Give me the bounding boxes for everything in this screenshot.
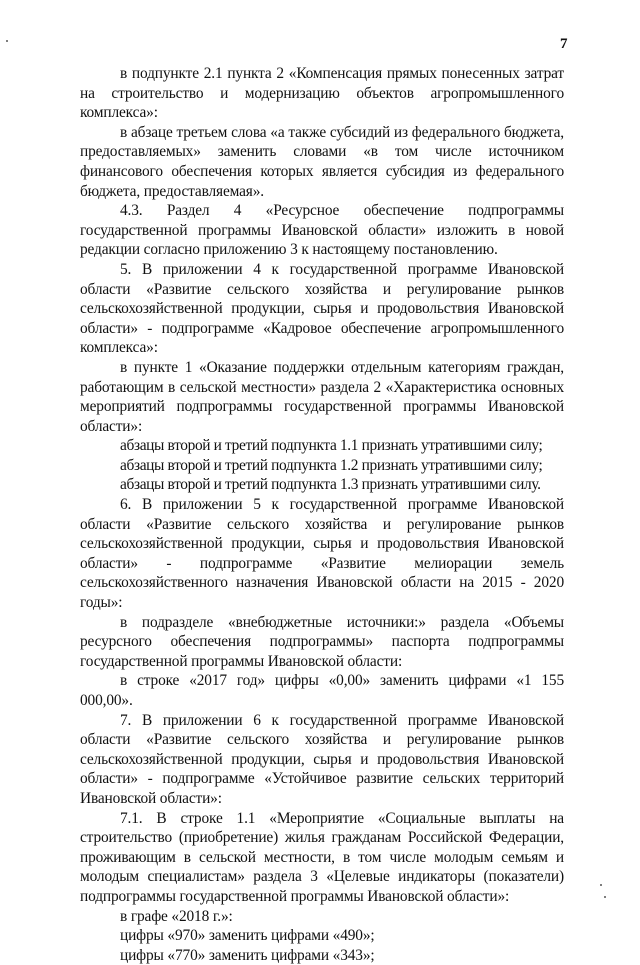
paragraph-repeal-1-1: абзацы второй и третий подпункта 1.1 признать утратившими силу; [120,437,543,455]
scan-speck [604,896,606,898]
scan-speck [600,884,602,886]
paragraph-repeal-1-3: абзацы второй и третий подпункта 1.3 признать утратившими силу. [120,476,541,494]
paragraph-replace-770: цифры «770» заменить цифрами «343»; [120,946,375,964]
paragraph-replace-970: цифры «970» заменить цифрами «490»; [120,927,375,945]
paragraph-point-1: в пункте 1 «Оказание поддержки отдельным категориям граждан, работающим в сельской местности» раздела 2 «Характеристика основных мероприятий подпрограммы государственной программы Ивановской области»: [80,358,564,435]
paragraph-7: 7. В приложении 6 к государственной программе Ивановской области «Развитие сельского хозяйства и регулирование рынков сельскохозяйственной продукции, сырья и продовольствия Ивановской области» - подпрограмме «Устойчивое развитие сельских территорий Ивановской области»: [80,711,564,807]
paragraph-repeal-1-2: абзацы второй и третий подпункта 1.2 признать утратившими силу; [120,456,543,474]
paragraph-6: 6. В приложении 5 к государственной программе Ивановской области «Развитие сельского хозяйства и регулирование рынков сельскохозяйственной продукции, сырья и продовольствия Ивановской области» - подпрограмме «Развитие мелиорации земель сельскохозяйственного назначения Ивановской области на 2015 - 2020 годы»: [80,496,564,612]
paragraph-4-3: 4.3. Раздел 4 «Ресурсное обеспечение подпрограммы государственной программы Ивановской области» изложить в новой редакции согласно приложению 3 к настоящему постановлению. [80,202,564,259]
paragraph-subpoint-2-1: в подпункте 2.1 пункта 2 «Компенсация прямых понесенных затрат на строительство и модернизацию объектов агропромышленного комплекса»: [80,65,564,122]
paragraph-subsection: в подразделе «внебюджетные источники:» раздела «Объемы ресурсного обеспечения подпрограммы» паспорта подпрограммы государственной программы Ивановской области: [80,613,564,670]
page-number: 7 [560,36,568,52]
paragraph-row-2017: в строке «2017 год» цифры «0,00» заменить цифрами «1 155 000,00». [80,672,564,709]
paragraph-column-2018: в графе «2018 г.»: [120,907,233,925]
paragraph-third-indent: в абзаце третьем слова «а также субсидий из федерального бюджета, предоставляемых» заменить словами «в том числе источником финансового обеспечения которых является субсидия из федерального бюджета, предоставляемая». [80,123,564,200]
paragraph-7-1: 7.1. В строке 1.1 «Мероприятие «Социальные выплаты на строительство (приобретение) жилья гражданам Российской Федерации, проживающим в сельской местности, в том числе молодым семьям и молодым специалистам» раздела 3 «Целевые индикаторы (показатели) подпрограммы государственной программы Ивановской области»: [80,809,564,905]
document-body [80,64,564,965]
scan-speck [6,40,8,42]
paragraph-5: 5. В приложении 4 к государственной программе Ивановской области «Развитие сельского хозяйства и регулирование рынков сельскохозяйственной продукции, сырья и продовольствия Ивановской области» - подпрограмме «Кадровое обеспечение агропромышленного комплекса»: [80,260,564,357]
